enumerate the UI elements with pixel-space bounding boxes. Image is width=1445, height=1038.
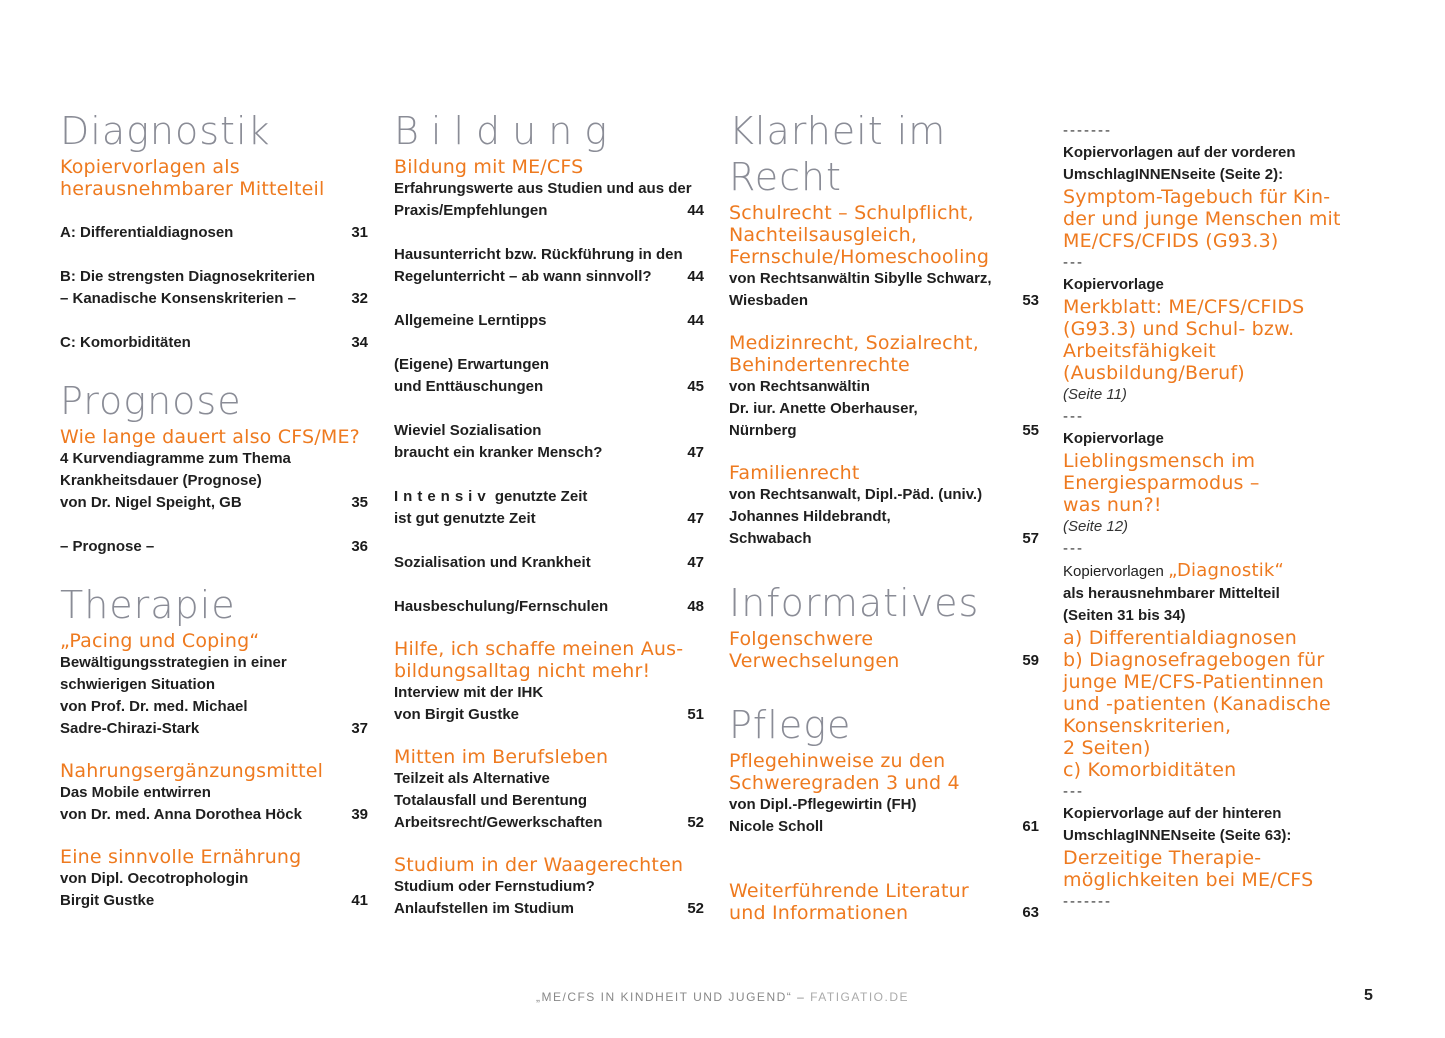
entry-text: von Dipl.-Pflegewirtin (FH) — [729, 796, 917, 813]
entry-title[interactable]: Weiterführende Literatur — [729, 880, 969, 902]
section-title-prognose: Prognose — [60, 379, 242, 423]
entry-text: Krankheitsdauer (Prognose) — [60, 472, 262, 489]
entry-title: Verwechselungen — [729, 650, 900, 672]
entry-text: Studium oder Fernstudium? — [394, 878, 595, 895]
entry-title[interactable]: (G93.3) und Schul- bzw. — [1063, 318, 1295, 340]
entry-text: Regelunterricht – ab wann sinnvoll? — [394, 268, 652, 285]
entry-title[interactable]: Lieblingsmensch im — [1063, 450, 1256, 472]
toc-entry[interactable] — [394, 442, 704, 464]
page-number: 39 — [351, 806, 368, 823]
toc-entry[interactable] — [394, 552, 704, 574]
entry-text: Wiesbaden — [729, 292, 809, 309]
page-number: 52 — [687, 814, 704, 831]
entry-title[interactable]: Symptom-Tagebuch für Kin- — [1063, 186, 1331, 208]
page-number: 34 — [351, 334, 368, 351]
entry-text: von Prof. Dr. med. Michael — [60, 698, 248, 715]
divider: --- — [1063, 540, 1084, 557]
entry-title[interactable]: Arbeitsfähigkeit — [1063, 340, 1216, 362]
entry-text: Allgemeine Lerntipps — [394, 312, 547, 329]
entry-title[interactable]: Medizinrecht, Sozialrecht, — [729, 332, 979, 354]
entry-title[interactable]: Merkblatt: ME/CFS/CFIDS — [1063, 296, 1305, 318]
page-number: 48 — [687, 598, 704, 615]
entry-text: Hausunterricht bzw. Rückführung in den — [394, 246, 683, 263]
entry-text: Bewältigungsstrategien in einer — [60, 654, 287, 671]
divider: --- — [1063, 254, 1084, 271]
entry-title[interactable]: was nun?! — [1063, 494, 1162, 516]
entry-text: (Seiten 31 bis 34) — [1063, 607, 1186, 624]
entry-text: Totalausfall und Berentung — [394, 792, 588, 809]
entry-text: A: Differentialdiagnosen — [60, 224, 234, 241]
entry-text: Birgit Gustke — [60, 892, 155, 909]
toc-entry[interactable] — [394, 266, 704, 288]
entry-title[interactable]: Familienrecht — [729, 462, 860, 484]
page-number: 59 — [1022, 652, 1039, 669]
entry-text[interactable]: B: Die strengsten Diagnosekriterien — [60, 268, 316, 285]
page-number: 44 — [687, 312, 704, 329]
entry-title[interactable]: Hilfe, ich schaffe meinen Aus- — [394, 638, 684, 660]
entry-title[interactable]: Schweregraden 3 und 4 — [729, 772, 960, 794]
toc-entry[interactable] — [729, 650, 1039, 672]
entry-title[interactable]: Schulrecht – Schulpflicht, — [729, 202, 974, 224]
entry-text: UmschlagINNENseite (Seite 2): — [1063, 166, 1284, 183]
entry-title[interactable]: Bildung mit ME/CFS — [394, 156, 584, 178]
entry-title[interactable]: Behindertenrechte — [729, 354, 910, 376]
entry-text: als herausnehmbarer Mittelteil — [1063, 585, 1280, 602]
section-title-recht: Klarheit im Recht — [729, 109, 947, 199]
toc-entry[interactable] — [60, 332, 368, 354]
toc-entry[interactable] — [394, 596, 704, 618]
entry-title: und Informationen — [729, 902, 909, 924]
entry-text: Sozialisation und Krankheit — [394, 554, 591, 571]
page-number: 44 — [687, 202, 704, 219]
entry-title[interactable]: 2 Seiten) — [1063, 737, 1151, 759]
entry-title[interactable]: Nachteilsausgleich, — [729, 224, 918, 246]
entry-title[interactable]: ME/CFS/CFIDS (G93.3) — [1063, 230, 1279, 252]
footer-link[interactable]: FATIGATIO.DE — [810, 990, 910, 1004]
toc-entry[interactable] — [60, 890, 368, 912]
divider: --- — [1063, 783, 1084, 800]
page-number: 51 — [687, 706, 704, 723]
toc-entry[interactable] — [394, 376, 704, 398]
entry-text: 4 Kurvendiagramme zum Thema — [60, 450, 291, 467]
entry-text: von Rechtsanwältin Sibylle Schwarz, — [729, 270, 992, 287]
entry-text: Dr. iur. Anette Oberhauser, — [729, 400, 918, 417]
toc-entry[interactable] — [394, 704, 704, 726]
entry-title[interactable]: der und junge Menschen mit — [1063, 208, 1341, 230]
entry-text: von Birgit Gustke — [394, 706, 520, 723]
page-number: 63 — [1022, 904, 1039, 921]
page-number-footer: 5 — [1364, 987, 1373, 1004]
page-number: 44 — [687, 268, 704, 285]
entry-title[interactable]: Eine sinnvolle Ernährung — [60, 846, 302, 868]
entry-text-part: Kopiervorlagen — [1063, 563, 1169, 580]
page-footer — [0, 990, 1445, 1004]
entry-title[interactable]: Wie lange dauert also CFS/ME? — [60, 426, 360, 448]
divider: ------- — [1063, 122, 1112, 139]
entry-text: Kopiervorlagen auf der vorderen — [1063, 144, 1296, 161]
page-number: 35 — [351, 494, 368, 511]
entry-text: von Rechtsanwalt, Dipl.-Päd. (univ.) — [729, 486, 983, 503]
entry-title[interactable]: Mitten im Berufsleben — [394, 746, 609, 768]
toc-entry[interactable] — [60, 492, 368, 514]
page-reference: (Seite 12) — [1063, 518, 1129, 535]
entry-title[interactable]: Energiesparmodus – — [1063, 472, 1260, 494]
entry-text: Arbeitsrecht/Gewerkschaften — [394, 814, 603, 831]
toc-entry[interactable] — [729, 420, 1039, 442]
entry-text: Nürnberg — [729, 422, 797, 439]
entry-text: Kopiervorlage — [1063, 276, 1164, 293]
entry-text: Interview mit der IHK — [394, 684, 544, 701]
entry-title[interactable]: junge ME/CFS-Patientinnen — [1063, 671, 1324, 693]
entry-title[interactable]: „Diagnostik“ — [1168, 560, 1285, 581]
entry-text — [1063, 560, 1393, 583]
entry-text: Erfahrungswerte aus Studien und aus der — [394, 180, 692, 197]
entry-text: C: Komorbiditäten — [60, 334, 191, 351]
divider: ------- — [1063, 893, 1112, 910]
entry-text: ist gut genutzte Zeit — [394, 510, 536, 527]
page-number: 47 — [687, 444, 704, 461]
page-number: 47 — [687, 554, 704, 571]
entry-text: schwierigen Situation — [60, 676, 216, 693]
entry-text: – Kanadische Konsenskriterien – — [60, 290, 296, 307]
entry-text: von Dr. med. Anna Dorothea Höck — [60, 806, 302, 823]
entry-title[interactable]: und -patienten (Kanadische — [1063, 693, 1331, 715]
entry-title[interactable]: Kopiervorlagen als — [60, 156, 240, 178]
entry-title[interactable]: Folgenschwere — [729, 628, 874, 650]
entry-title[interactable]: „Pacing und Coping“ — [60, 630, 260, 652]
entry-title[interactable]: herausnehmbarer Mittelteil — [60, 178, 325, 200]
section-title-informatives: Informatives — [729, 581, 980, 625]
entry-text: Schwabach — [729, 530, 812, 547]
toc-entry[interactable] — [394, 310, 704, 332]
page-number: 36 — [351, 538, 368, 555]
entry-text: von Dr. Nigel Speight, GB — [60, 494, 242, 511]
entry-text: (Eigene) Erwartungen — [394, 356, 550, 373]
section-title-therapie: Therapie — [60, 583, 236, 627]
toc-entry[interactable] — [394, 508, 704, 530]
entry-text: von Rechtsanwältin — [729, 378, 870, 395]
page-number: 31 — [351, 224, 368, 241]
entry-title[interactable]: b) Diagnosefragebogen für — [1063, 649, 1325, 671]
entry-title[interactable]: Derzeitige Therapie- — [1063, 847, 1262, 869]
toc-entry[interactable] — [394, 898, 704, 920]
toc-entry[interactable] — [60, 804, 368, 826]
section-title-bildung: Bildung — [394, 109, 620, 153]
entry-title[interactable]: möglichkeiten bei ME/CFS — [1063, 869, 1314, 891]
entry-title[interactable]: Fernschule/Homeschooling — [729, 246, 990, 268]
toc-entry[interactable] — [729, 816, 1039, 838]
page-number: 45 — [687, 378, 704, 395]
entry-text: von Dipl. Oecotrophologin — [60, 870, 249, 887]
entry-text: Kopiervorlage — [1063, 430, 1164, 447]
page-number: 55 — [1022, 422, 1039, 439]
page-reference: (Seite 11) — [1063, 386, 1127, 403]
entry-text: UmschlagINNENseite (Seite 63): — [1063, 827, 1292, 844]
footer-title: „ME/CFS IN KINDHEIT UND JUGEND“ – — [535, 990, 811, 1004]
section-title-diagnostik: Diagnostik — [60, 109, 271, 153]
toc-entry[interactable] — [394, 200, 704, 222]
entry-text: braucht ein kranker Mensch? — [394, 444, 603, 461]
toc-entry[interactable] — [729, 902, 1039, 924]
entry-title[interactable]: Nahrungsergänzungsmittel — [60, 760, 324, 782]
toc-entry[interactable] — [60, 718, 368, 740]
entry-title[interactable]: c) Komorbiditäten — [1063, 759, 1237, 781]
column-4 — [1063, 120, 1393, 913]
entry-title[interactable]: Studium in der Waagerechten — [394, 854, 684, 876]
toc-entry[interactable] — [394, 812, 704, 834]
entry-text: Kopiervorlage auf der hinteren — [1063, 805, 1282, 822]
entry-text-rest: genutzte Zeit — [490, 488, 588, 505]
emphasis-word: Intensiv — [394, 488, 491, 505]
page-number: 47 — [687, 510, 704, 527]
entry-title[interactable]: (Ausbildung/Beruf) — [1063, 362, 1245, 384]
entry-title[interactable]: a) Differentialdiagnosen — [1063, 627, 1297, 649]
column-1 — [60, 108, 368, 912]
toc-entry[interactable] — [60, 288, 368, 310]
toc-entry[interactable] — [729, 528, 1039, 550]
entry-text: Anlaufstellen im Studium — [394, 900, 575, 917]
entry-text: Praxis/Empfehlungen — [394, 202, 548, 219]
section-title-pflege: Pflege — [729, 703, 852, 747]
entry-text: und Enttäuschungen — [394, 378, 544, 395]
entry-text: Johannes Hildebrandt, — [729, 508, 891, 525]
page-number: 37 — [351, 720, 368, 737]
page-number: 52 — [687, 900, 704, 917]
entry-text: Das Mobile entwirren — [60, 784, 211, 801]
page-number: 32 — [351, 290, 368, 307]
page-number: 41 — [351, 892, 368, 909]
entry-text: Sadre-Chirazi-Stark — [60, 720, 200, 737]
entry-text — [394, 486, 704, 508]
entry-text: Hausbeschulung/Fernschulen — [394, 598, 609, 615]
entry-text: Wieviel Sozialisation — [394, 422, 542, 439]
entry-title[interactable]: Pflegehinweise zu den — [729, 750, 946, 772]
entry-text: – Prognose – — [60, 538, 155, 555]
toc-entry[interactable] — [60, 222, 368, 244]
toc-entry[interactable] — [60, 536, 368, 558]
page-number: 57 — [1022, 530, 1039, 547]
entry-title[interactable]: bildungsalltag nicht mehr! — [394, 660, 651, 682]
entry-text: Teilzeit als Alternative — [394, 770, 550, 787]
page-number: 61 — [1022, 818, 1039, 835]
toc-entry[interactable] — [729, 290, 1039, 312]
page-number: 53 — [1022, 292, 1039, 309]
entry-title[interactable]: Konsenskriterien, — [1063, 715, 1232, 737]
divider: --- — [1063, 408, 1084, 425]
column-2 — [394, 108, 704, 920]
column-3 — [729, 108, 1039, 924]
entry-text: Nicole Scholl — [729, 818, 824, 835]
